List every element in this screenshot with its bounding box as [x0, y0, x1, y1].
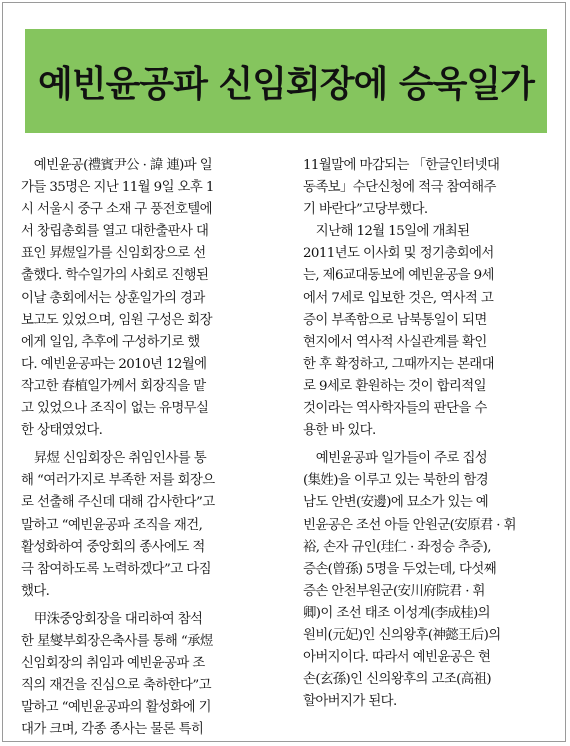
text-line: 동족보」수단신청에 적극 참여해주 [303, 180, 496, 196]
text-line: 빈윤공은 조선 아들 안원군(安原君 · 휘 [303, 517, 516, 533]
text-line: 시 서울시 중구 소재 구 풍전호텔에 [21, 202, 212, 218]
text-line: 甲洙중앙회장을 대리하여 참석 [21, 611, 203, 627]
text-line: 해 “여러가지로 부족한 저를 회장으 [21, 473, 215, 489]
text-line: 말하고 “예빈윤공파의 활성화에 기 [21, 700, 211, 716]
text-line: 다. 예빈윤공파는 2010년 12월에 [21, 356, 207, 372]
text-line: 극 참여하도록 노력하겠다”고 다짐 [21, 561, 211, 577]
text-line: 昇煜 신임회장은 취임인사를 통 [21, 451, 207, 467]
text-line: 로 선출해 주신데 대해 감사한다”고 [21, 495, 215, 511]
text-line: 것이라는 역사학자들의 판단을 수 [303, 401, 487, 417]
text-line: 현지에서 역사적 사실관계를 확인 [303, 334, 487, 350]
text-line: 이날 총회에서는 상훈일가의 경과 [21, 290, 205, 306]
text-line: 신임회장의 취임과 예빈윤공파 조 [21, 656, 205, 672]
text-line: 에게 일임, 추후에 구성하기로 했 [21, 334, 200, 350]
text-line: 증손(曾孫) 5명을 두었는데, 다섯째 [303, 561, 497, 577]
text-line: 할아버지가 된다. [303, 694, 397, 710]
text-line: 원비(元妃)인 신의왕후(神懿王后)의 [303, 627, 501, 643]
right-column [303, 155, 561, 713]
text-line: 가들 35명은 지난 11월 9일 오후 1 [21, 180, 214, 196]
text-line: 표인 昇煜일가를 신임회장으로 선 [21, 246, 206, 262]
text-line: 남도 안변(安邊)에 묘소가 있는 예 [303, 495, 489, 511]
text-line: 한 후 확정하고, 그때까지는 본래대 [303, 356, 494, 372]
text-line: 대가 크며, 각종 종사는 물론 특히 [21, 722, 204, 738]
text-line: 에서 7세로 입보한 것은, 역사적 고 [303, 290, 494, 306]
headline-banner [25, 29, 547, 133]
text-line: 11월말에 마감되는 「한글인터넷대 [303, 158, 500, 173]
text-line: 2011년도 이사회 및 정기총회에서 [303, 246, 494, 262]
text-line: 지난해 12월 15일에 개최된 [303, 224, 470, 240]
text-line: 한 星燮부회장은축사를 통해 “承煜 [21, 633, 213, 649]
text-line: (集姓)을 이루고 있는 북한의 함경 [303, 473, 489, 489]
text-line: 아버지이다. 따라서 예빈윤공은 현 [303, 650, 491, 666]
headline: 예빈윤공파 신임회장에 승욱일가 [38, 63, 534, 105]
text-line: 출했다. 학수일가의 사회로 진행된 [21, 268, 209, 284]
text-line: 용한 바 있다. [303, 423, 376, 439]
text-line: 작고한 春植일가께서 회장직을 맡 [21, 378, 206, 394]
text-line: 卿)이 조선 태조 이성계(李成桂)의 [303, 605, 491, 621]
text-line: 보고도 있었으며, 임원 구성은 회장 [21, 312, 212, 328]
text-line: 했다. [21, 583, 50, 599]
text-line: 증손 안천부원군(安川府院君 · 휘 [303, 583, 485, 599]
article-frame [2, 2, 566, 742]
text-line: 손(玄孫)인 신의왕후의 고조(高祖) [303, 672, 491, 688]
text-line: 서 창립총회를 열고 대한출판사 대 [21, 224, 209, 240]
text-line: 직의 재건을 진심으로 축하한다”고 [21, 678, 211, 694]
text-line: 증이 부족함으로 남북통일이 되면 [303, 312, 487, 328]
text-line: 말하고 “예빈윤공파 조직을 재건, [21, 517, 203, 533]
text-line: 고 있었으나 조직이 없는 유명무실 [21, 401, 209, 417]
text-line: 활성화하여 중앙회의 종사에도 적 [21, 539, 205, 555]
text-line: 는, 제6교대동보에 예빈윤공을 9세 [303, 268, 494, 284]
left-column [21, 155, 279, 741]
text-line: 예빈윤공파 일가들이 주로 집성 [303, 451, 488, 467]
text-line: 裕, 손자 규인(珪仁 · 좌정승 추증), [303, 539, 491, 555]
text-line: 로 9세로 환원하는 것이 합리적일 [303, 378, 486, 394]
text-line: 예빈윤공(禮賓尹公 · 諱 連)파 일 [21, 158, 213, 173]
text-line: 한 상태였었다. [21, 423, 103, 439]
text-line: 기 바란다”고당부했다. [303, 202, 428, 218]
